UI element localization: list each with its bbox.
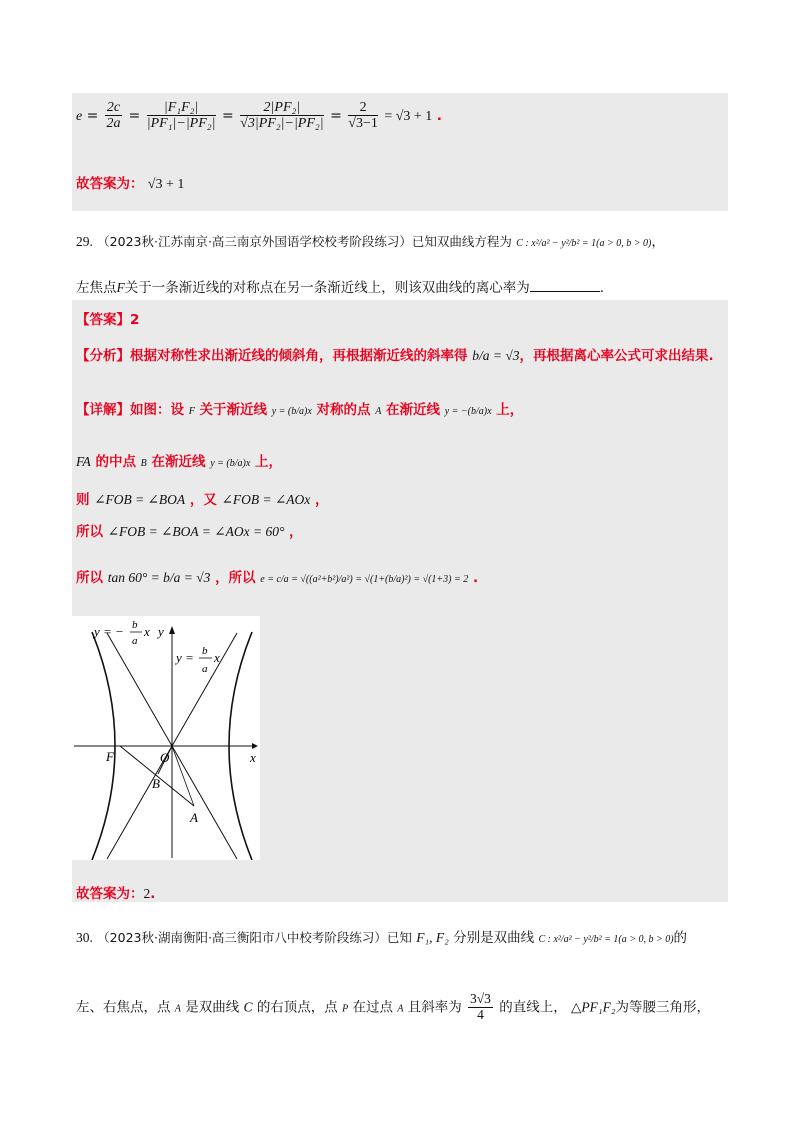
question-29-line2: 左焦点F关于一条渐近线的对称点在另一条渐近线上，则该双曲线的离心率为 . xyxy=(76,280,605,296)
label-x-axis: x xyxy=(250,750,256,765)
detail-line-5: 所以 tan 60° = b/a = √3 ，所以 e = c/a = √((a²+b²)/a²) = √(1+(b/a)²) = √(1+3) = 2 . xyxy=(76,570,479,586)
x-axis-arrow xyxy=(252,743,258,749)
label-pos-asymptote-x: x xyxy=(214,650,220,665)
detail-line-1: 【详解】如图：设 F 关于渐近线 y = (b/a)x 对称的点 A 在渐近线 y = −(b/a)x 上， xyxy=(76,402,524,418)
frac-f1f2: $\frac{\text{|F₁F₂|}}{\text{|PF₁|−|PF₂|}}$ xyxy=(146,100,216,132)
label-O: O xyxy=(160,750,170,765)
label-F: F xyxy=(106,749,114,764)
eccentricity-derivation: e = $\frac{2c}{2a}$ = $\frac{\text{|F₁F₂|}}{\text{|PF₁|−|PF₂|}}$ = $\frac{\text{2|PF₂|}}{\text{√3|PF₂|−|PF₂|}}$ = $\frac{2}{√3-1}$ = √3 + 1 . xyxy=(76,100,442,132)
analysis-line: 【分析】根据对称性求出渐近线的倾斜角，再根据渐近线的斜率得 b/a = √3，再根据离心率公式可求出结果. xyxy=(76,348,714,364)
label-neg-asymptote-a: a xyxy=(132,635,138,647)
answer-tag: 【答案】2 xyxy=(76,312,140,328)
question-30-line1: 30. （2023秋·湖南衡阳·高三衡阳市八中校考阶段练习）已知 F₁, F₂ 分别是双曲线 C : x²/a² − y²/b² = 1(a > 0, b > 0)的 xyxy=(76,930,688,946)
detail-line-4: 所以 ∠FOB = ∠BOA = ∠AOx = 60° ， xyxy=(76,524,303,540)
question-30-line2: 左、右焦点，点 A 是双曲线 C 的右顶点，点 P 在过点 A 且斜率为 $\frac{3√3}{4}$ 的直线上， △PF₁F₂为等腰三角形， xyxy=(76,991,711,1022)
y-axis-arrow xyxy=(169,626,175,634)
frac-2-sqrt3: $\frac{2}{√3-1}$ xyxy=(348,100,378,132)
label-A: A xyxy=(190,810,198,825)
label-pos-asymptote-b: b xyxy=(202,645,208,657)
label-B: B xyxy=(152,776,160,791)
label-pos-asymptote: y = xyxy=(176,650,194,665)
answer-blank xyxy=(530,279,600,292)
hyperbola-figure xyxy=(72,616,260,860)
label-pos-asymptote-a: a xyxy=(202,663,208,675)
label-y-axis: y xyxy=(158,624,164,639)
hyperbola-svg xyxy=(72,616,260,860)
final-answer-q29: 故答案为：2. xyxy=(76,886,156,902)
label-neg-asymptote: y = − xyxy=(94,624,124,639)
frac-2pf2: $\frac{\text{2|PF₂|}}{\text{√3|PF₂|−|PF₂|}}$ xyxy=(240,100,324,132)
detail-line-2: FA 的中点 B 在渐近线 y = (b/a)x 上， xyxy=(76,454,282,470)
label-neg-asymptote-x: x xyxy=(144,624,150,639)
question-29-line1: 29. （2023秋·江苏南京·高三南京外国语学校校考阶段练习）已知双曲线方程为 C : x²/a² − y²/b² = 1(a > 0, b > 0)， xyxy=(76,234,665,250)
answer-line-top: 故答案为： √3 + 1 xyxy=(76,176,185,192)
frac-2c-2a: $\frac{2c}{2a}$ xyxy=(106,100,121,132)
label-neg-asymptote-b: b xyxy=(132,619,138,631)
detail-line-3: 则 ∠FOB = ∠BOA ，又 ∠FOB = ∠AOx ， xyxy=(76,492,329,508)
slope-fraction: $\frac{3√3}{4}$ xyxy=(470,991,491,1022)
